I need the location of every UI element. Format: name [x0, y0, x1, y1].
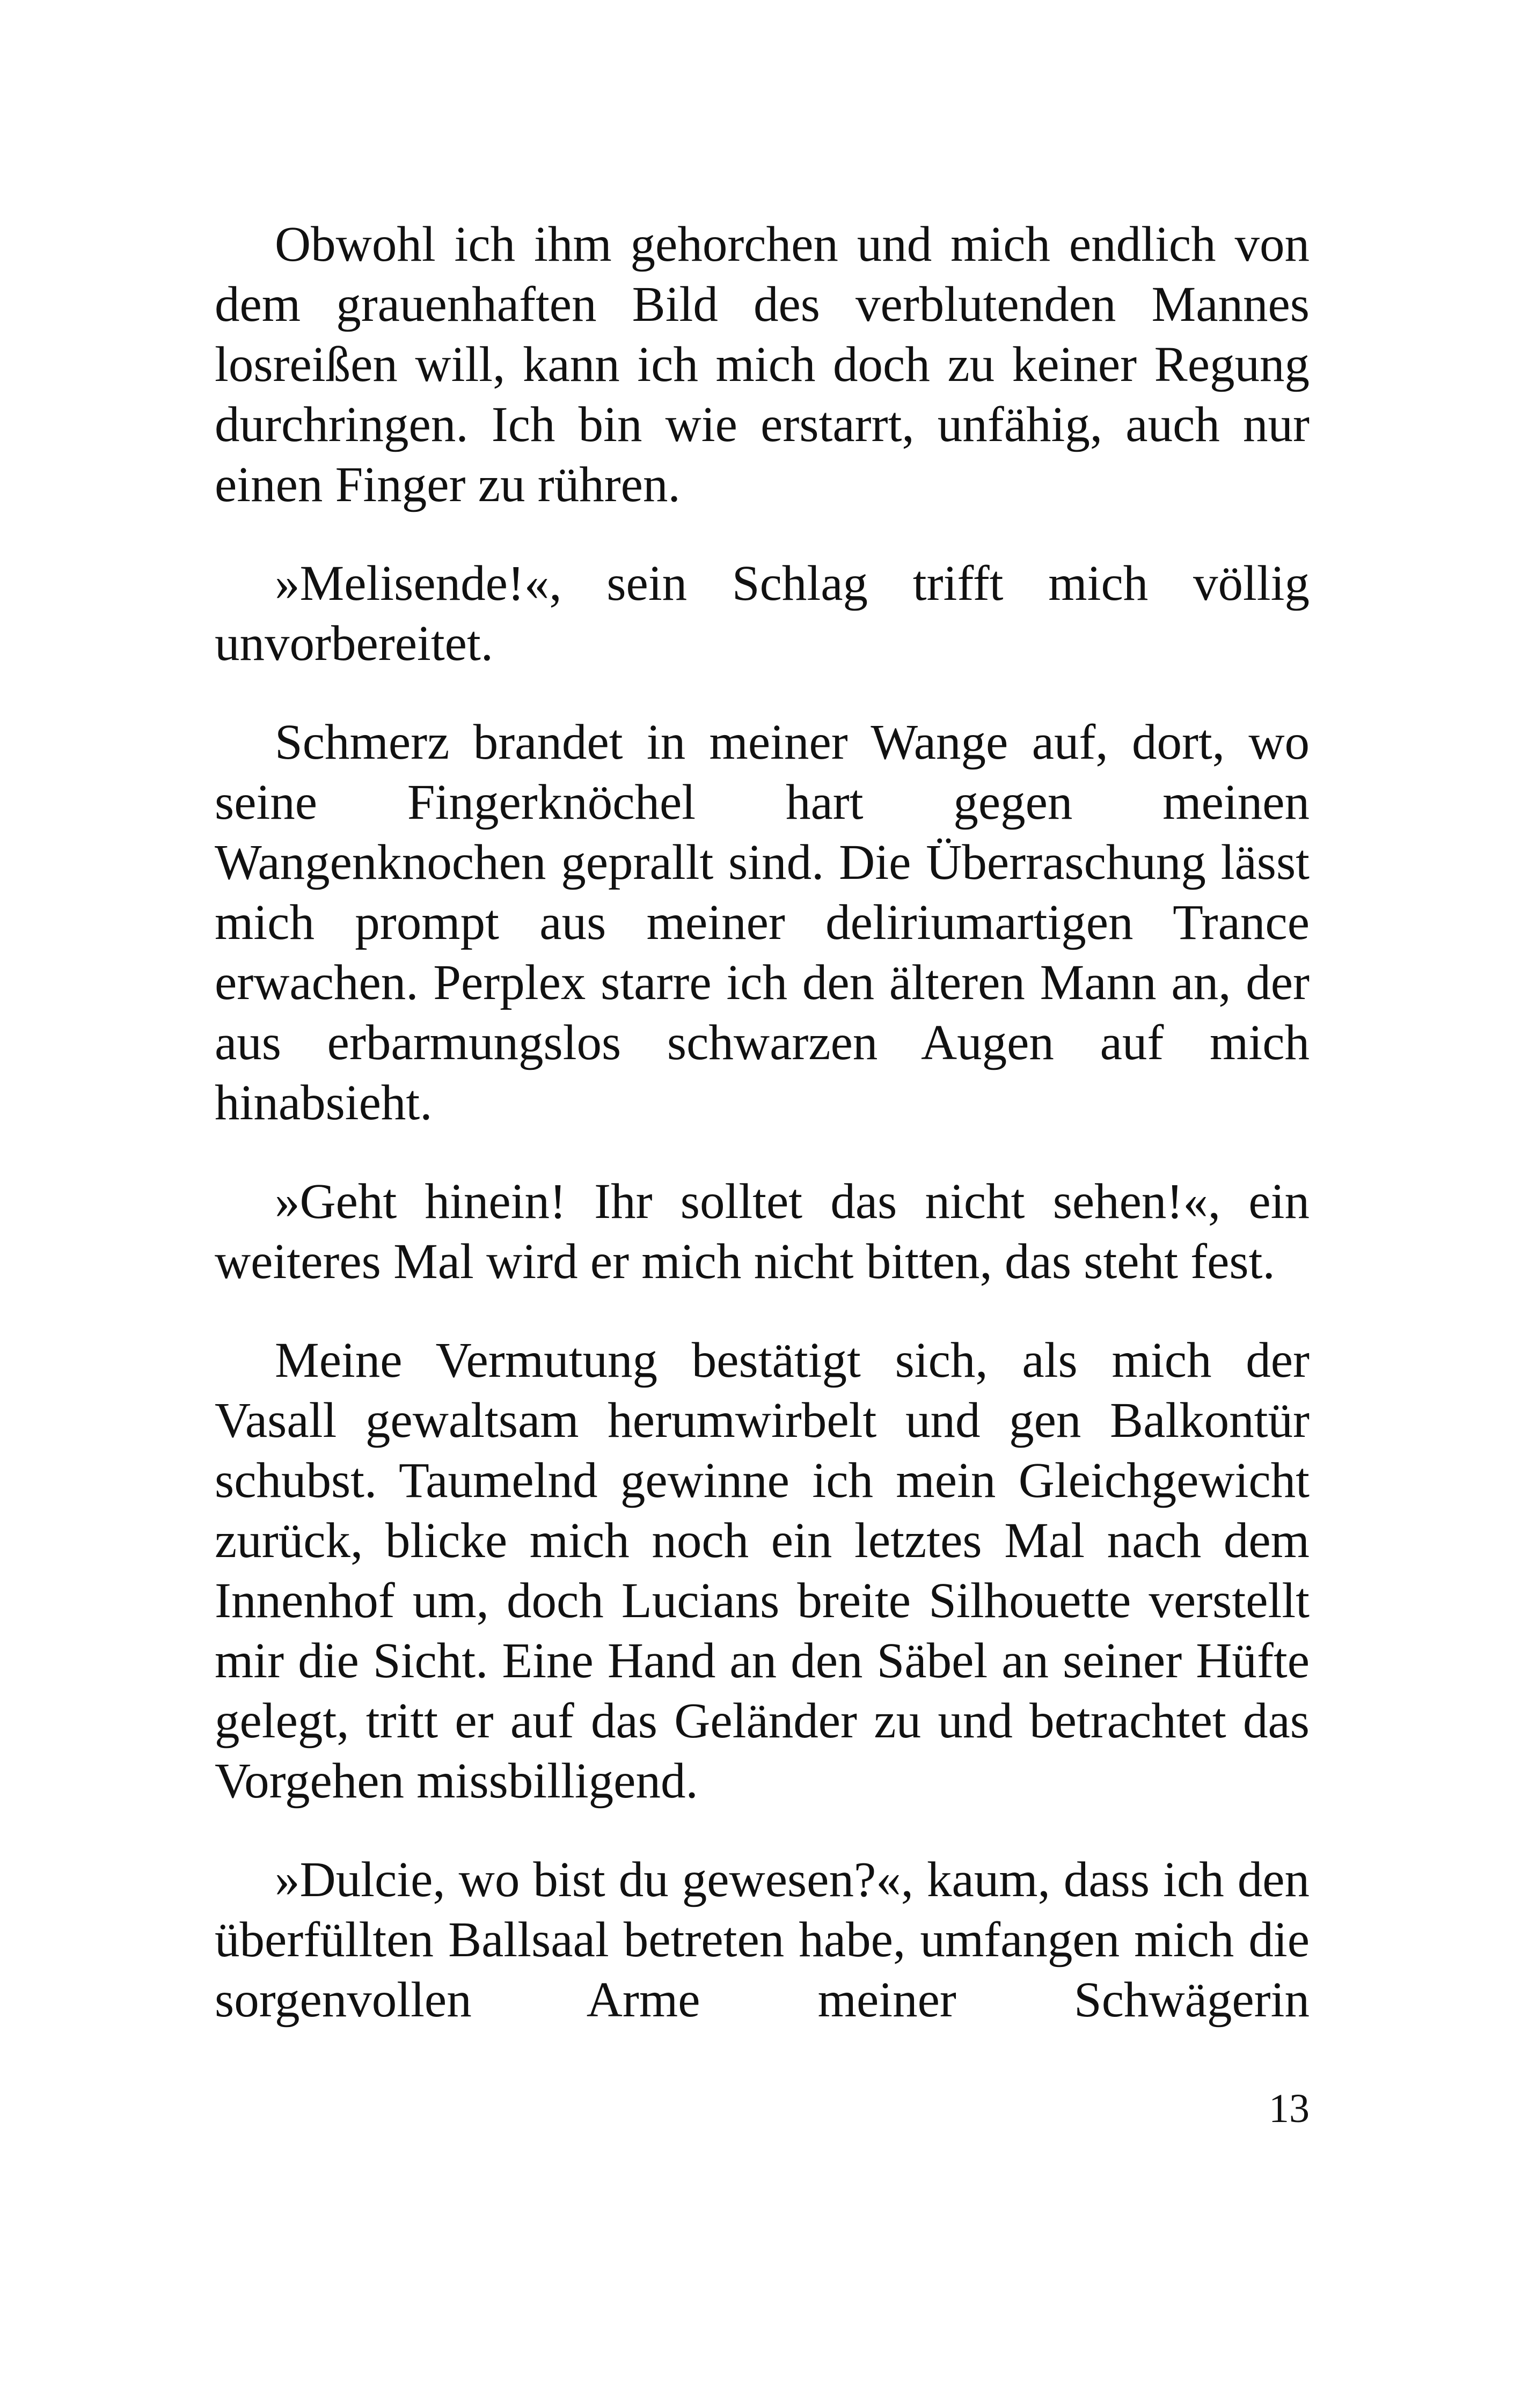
paragraph-5: Meine Vermutung bestätigt sich, als mich der Vasall gewaltsam herumwirbelt und gen Balkontür schubst. Taumelnd gewinne ich mein Gleichgewicht zurück, blicke mich noch ein letztes Mal nach dem Innenhof um, doch Lucians breite Silhouette verstellt mir die Sicht. Eine Hand an den Säbel an seiner Hüfte gelegt, tritt er auf das Geländer zu und betrachtet das Vorgehen missbilligend.	[215, 1333, 1310, 1809]
paragraph-1: Obwohl ich ihm gehorchen und mich endlich von dem grauenhaften Bild des verblutenden Mannes losreißen will, kann ich mich doch zu keiner Regung durchringen. Ich bin wie erstarrt, unfähig, auch nur einen Finger zu rühren.	[215, 217, 1310, 512]
paragraph-2: »Melisende!«, sein Schlag trifft mich völlig unvorbereitet.	[215, 556, 1310, 671]
paragraph-4: »Geht hinein! Ihr solltet das nicht sehen!«, ein weiteres Mal wird er mich nicht bitten, das steht fest.	[215, 1174, 1310, 1289]
paragraph-6: »Dulcie, wo bist du gewesen?«, kaum, dass ich den überfüllten Ballsaal betreten habe, umfangen mich die sorgenvollen Arme meiner Schwägerin	[215, 1852, 1310, 2028]
book-page-text	[215, 215, 1310, 2030]
paragraph-3: Schmerz brandet in meiner Wange auf, dort, wo seine Fingerknöchel hart gegen meinen Wangenknochen geprallt sind. Die Überraschung lässt mich prompt aus meiner deliriumartigen Trance erwachen. Perplex starre ich den älteren Mann an, der aus erbarmungslos schwarzen Augen auf mich hinabsieht.	[215, 715, 1310, 1130]
page-number: 13	[1269, 2086, 1310, 2131]
